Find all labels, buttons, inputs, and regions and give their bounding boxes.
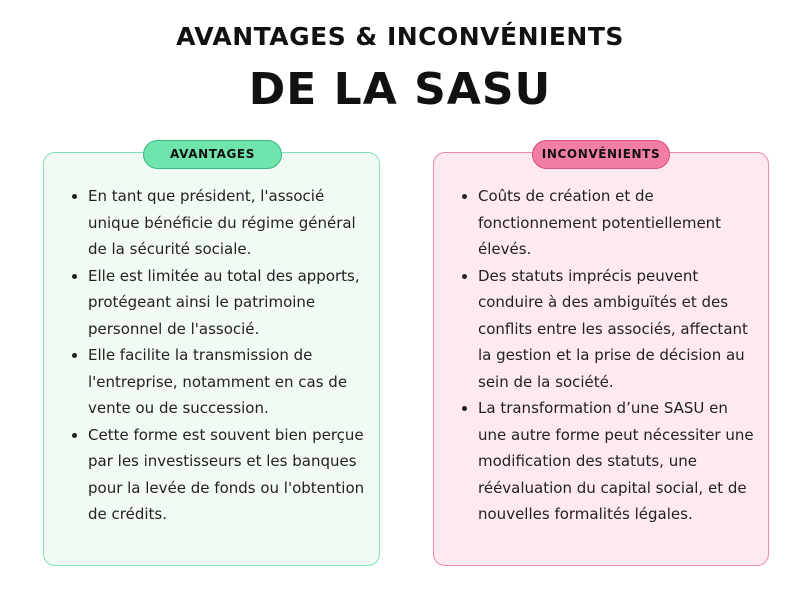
list-item: • Des statuts imprécis peuvent conduire à des ambiguïtés et des conflits entre les associés, affectant la gestion et la prise de décision au sein de la société. [478,263,758,396]
inconvenients-card [433,147,769,566]
inconvenients-badge: INCONVÉNIENTS [532,140,670,169]
avantages-list [66,183,369,528]
avantages-badge: AVANTAGES [143,140,282,169]
list-item: • Cette forme est souvent bien perçue par les investisseurs et les banques pour la levée de fonds ou l'obtention de crédits. [88,422,369,528]
list-item: • La transformation d’une SASU en une autre forme peut nécessiter une modification des statuts, une réévaluation du capital social, et de nouvelles formalités légales. [478,395,758,528]
list-item: • En tant que président, l'associé unique bénéficie du régime général de la sécurité sociale. [88,183,369,263]
avantages-card [43,147,380,566]
list-item: • Coûts de création et de fonctionnement potentiellement élevés. [478,183,758,263]
inconvenients-list [456,183,758,528]
list-item: • Elle facilite la transmission de l'entreprise, notamment en cas de vente ou de succession. [88,342,369,422]
page-title: AVANTAGES & INCONVÉNIENTS [176,22,624,51]
page-subtitle: DE LA SASU [248,64,552,115]
list-item: • Elle est limitée au total des apports, protégeant ainsi le patrimoine personnel de l'associé. [88,263,369,343]
